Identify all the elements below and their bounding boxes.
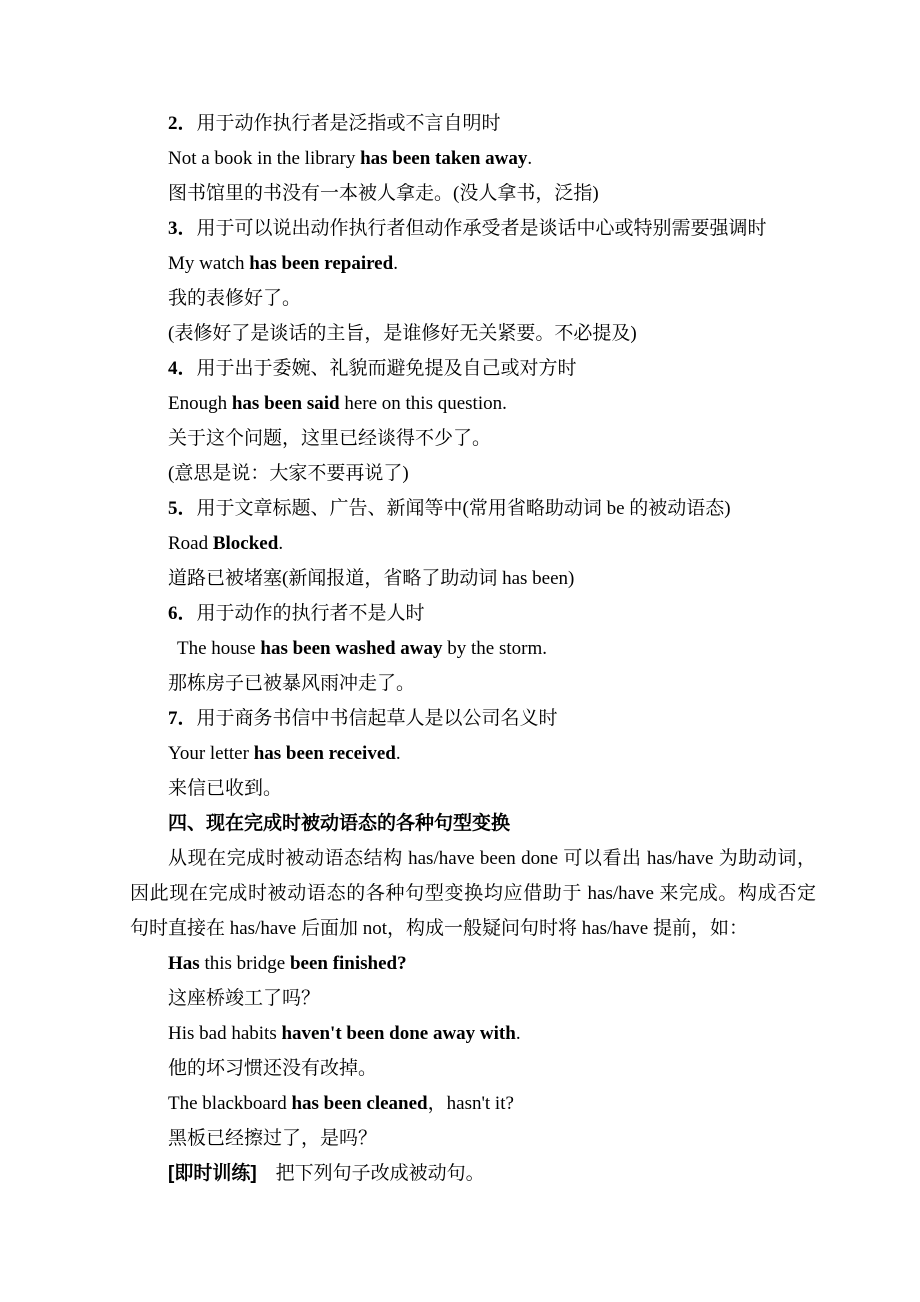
- text-segment: His bad habits: [168, 1023, 282, 1044]
- text-segment: has been washed away: [260, 638, 443, 659]
- example-zh-negative: [130, 1051, 816, 1086]
- usage-item-6: [130, 596, 816, 631]
- text-segment: (意思是说：大家不要再说了): [168, 463, 409, 484]
- text-segment: has been said: [231, 393, 340, 414]
- text-segment: 因此现在完成时被动语态的各种句型变换均应借助于 has/have 来完成。构成否定: [130, 883, 816, 904]
- example-en-negative: [130, 1016, 816, 1051]
- text-segment: ，hasn't it?: [427, 1093, 514, 1114]
- example-en-tag: [130, 1086, 816, 1121]
- usage-item-5: [130, 491, 816, 526]
- text-segment: Not a book in the library: [168, 148, 361, 169]
- example-zh-3: [130, 281, 816, 316]
- example-zh-2: [130, 176, 816, 211]
- text-segment: Blocked: [212, 533, 279, 554]
- text-segment: [即时训练]: [168, 1163, 257, 1184]
- example-en-7: [130, 736, 816, 771]
- text-segment: 我的表修好了。: [168, 288, 302, 309]
- example-zh-6: [130, 666, 816, 701]
- text-segment: 句时直接在 has/have 后面加 not，构成一般疑问句时将 has/have 提前，如：: [130, 918, 748, 939]
- example-zh-4: [130, 421, 816, 456]
- document-content: [130, 106, 816, 1191]
- example-en-question: [130, 946, 816, 981]
- example-en-5: [130, 526, 816, 561]
- text-segment: 用于可以说出动作执行者但动作承受者是谈话中心或特别需要强调时: [196, 218, 767, 239]
- text-segment: My watch: [168, 253, 250, 274]
- paragraph-line-3: [130, 911, 816, 946]
- text-segment: Enough: [168, 393, 232, 414]
- usage-item-4: [130, 351, 816, 386]
- text-segment: 把下列句子改成被动句。: [256, 1163, 485, 1184]
- text-segment: 用于动作的执行者不是人时: [196, 603, 425, 624]
- text-segment: has been repaired: [249, 253, 394, 274]
- text-segment: 用于商务书信中书信起草人是以公司名义时: [196, 708, 558, 729]
- example-zh-7: [130, 771, 816, 806]
- usage-item-3: [130, 211, 816, 246]
- example-en-2: [130, 141, 816, 176]
- text-segment: 2．: [168, 113, 197, 134]
- usage-item-7: [130, 701, 816, 736]
- text-segment: been finished?: [289, 953, 407, 974]
- text-segment: 黑板已经擦过了，是吗？: [168, 1128, 378, 1149]
- text-segment: 道路已被堵塞(新闻报道，省略了助动词 has been): [168, 568, 575, 589]
- text-segment: 图书馆里的书没有一本被人拿走。(没人拿书，泛指): [168, 183, 599, 204]
- text-segment: 他的坏习惯还没有改掉。: [168, 1058, 378, 1079]
- text-segment: 来信已收到。: [168, 778, 283, 799]
- text-segment: 关于这个问题，这里已经谈得不少了。: [168, 428, 492, 449]
- text-segment: has been received: [253, 743, 396, 764]
- text-segment: Road: [168, 533, 213, 554]
- text-segment: has been taken away: [360, 148, 528, 169]
- text-segment: 从现在完成时被动语态结构 has/have been done 可以看出 has/have 为助动词，: [168, 848, 816, 869]
- text-segment: by the storm.: [442, 638, 547, 659]
- text-segment: .: [527, 148, 533, 169]
- text-segment: 四、现在完成时被动语态的各种句型变换: [168, 813, 511, 834]
- text-segment: here on this question.: [339, 393, 507, 414]
- note-4: [130, 456, 816, 491]
- text-segment: 5．: [168, 498, 197, 519]
- example-en-4: [130, 386, 816, 421]
- text-segment: .: [515, 1023, 521, 1044]
- text-segment: .: [395, 743, 401, 764]
- paragraph-line-2: [130, 876, 816, 911]
- text-segment: 4．: [168, 358, 197, 379]
- text-segment: 6．: [168, 603, 197, 624]
- section-heading-4: [130, 806, 816, 841]
- example-zh-5: [130, 561, 816, 596]
- text-segment: 用于动作执行者是泛指或不言自明时: [196, 113, 501, 134]
- example-zh-tag: [130, 1121, 816, 1156]
- text-segment: The blackboard: [168, 1093, 292, 1114]
- example-en-3: [130, 246, 816, 281]
- text-segment: has been cleaned: [291, 1093, 428, 1114]
- text-segment: 7．: [168, 708, 197, 729]
- text-segment: Your letter: [168, 743, 254, 764]
- text-segment: .: [278, 533, 284, 554]
- note-3: [130, 316, 816, 351]
- text-segment: 用于出于委婉、礼貌而避免提及自己或对方时: [196, 358, 577, 379]
- text-segment: 那栋房子已被暴风雨冲走了。: [168, 673, 416, 694]
- text-segment: 3．: [168, 218, 197, 239]
- usage-item-2: [130, 106, 816, 141]
- example-zh-question: [130, 981, 816, 1016]
- text-segment: Has: [168, 953, 200, 974]
- paragraph-line-1: [130, 841, 816, 876]
- text-segment: The house: [177, 638, 261, 659]
- text-segment: (表修好了是谈话的主旨，是谁修好无关紧要。不必提及): [168, 323, 637, 344]
- text-segment: 这座桥竣工了吗？: [168, 988, 321, 1009]
- text-segment: 用于文章标题、广告、新闻等中(常用省略助动词 be 的被动语态): [196, 498, 731, 519]
- example-en-6: [130, 631, 816, 666]
- text-segment: this bridge: [199, 953, 290, 974]
- training-line: [130, 1156, 816, 1191]
- text-segment: haven't been done away with: [281, 1023, 516, 1044]
- text-segment: .: [393, 253, 398, 274]
